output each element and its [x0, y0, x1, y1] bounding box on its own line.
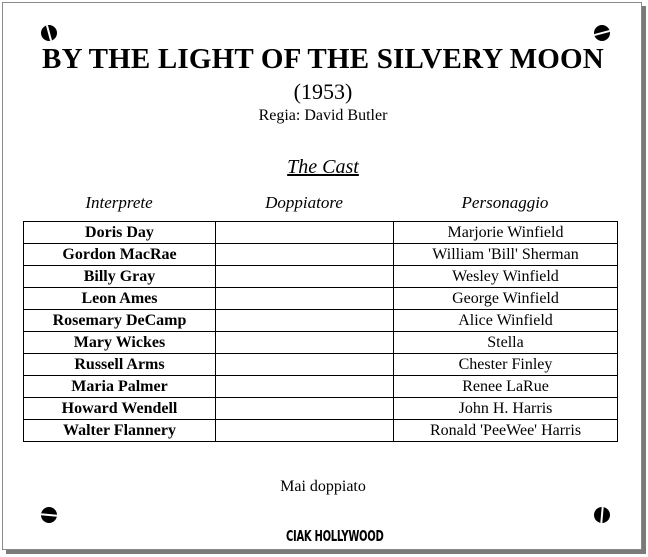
- actor-cell: Billy Gray: [24, 266, 216, 288]
- cast-heading: The Cast: [287, 156, 359, 178]
- character-cell: Wesley Winfield: [394, 266, 618, 288]
- dubber-cell: [216, 310, 394, 332]
- table-row: [24, 420, 618, 442]
- table-row: [24, 332, 618, 354]
- actor-cell: Walter Flannery: [24, 420, 216, 442]
- dubber-cell: [216, 266, 394, 288]
- dubber-cell: [216, 288, 394, 310]
- character-cell: Renee LaRue: [394, 376, 618, 398]
- dubber-cell: [216, 420, 394, 442]
- table-row: [24, 244, 618, 266]
- table-row: [24, 222, 618, 244]
- actor-cell: Leon Ames: [24, 288, 216, 310]
- character-cell: Chester Finley: [394, 354, 618, 376]
- actor-cell: Doris Day: [24, 222, 216, 244]
- ciak-hollywood-logo: CIAK HOLLYWOOD: [286, 529, 384, 546]
- actor-cell: Rosemary DeCamp: [24, 310, 216, 332]
- character-cell: Stella: [394, 332, 618, 354]
- cast-plaque: [2, 2, 642, 550]
- actor-cell: Russell Arms: [24, 354, 216, 376]
- dubber-cell: [216, 332, 394, 354]
- screw-icon: [594, 25, 610, 41]
- cast-table: [23, 221, 618, 442]
- actor-cell: Howard Wendell: [24, 398, 216, 420]
- dubber-cell: [216, 398, 394, 420]
- table-row: [24, 354, 618, 376]
- dubbing-note: Mai doppiato: [280, 478, 366, 495]
- screw-icon: [41, 507, 57, 523]
- character-cell: Alice Winfield: [394, 310, 618, 332]
- dubber-cell: [216, 354, 394, 376]
- character-cell: George Winfield: [394, 288, 618, 310]
- character-cell: Ronald 'PeeWee' Harris: [394, 420, 618, 442]
- column-header-personaggio: Personaggio: [461, 193, 549, 212]
- character-cell: John H. Harris: [394, 398, 618, 420]
- film-year: (1953): [293, 79, 353, 104]
- table-row: [24, 376, 618, 398]
- character-cell: Marjorie Winfield: [394, 222, 618, 244]
- screw-icon: [594, 507, 610, 523]
- actor-cell: Mary Wickes: [24, 332, 216, 354]
- column-header-doppiatore: Doppiatore: [265, 193, 343, 212]
- column-header-interprete: Interprete: [85, 193, 153, 212]
- table-row: [24, 288, 618, 310]
- director-name: David Butler: [304, 107, 388, 124]
- director-line: [3, 107, 643, 125]
- director-label: Regia:: [258, 107, 301, 124]
- dubber-cell: [216, 222, 394, 244]
- film-title: BY THE LIGHT OF THE SILVERY MOON: [42, 43, 604, 75]
- character-cell: William 'Bill' Sherman: [394, 244, 618, 266]
- actor-cell: Maria Palmer: [24, 376, 216, 398]
- table-row: [24, 310, 618, 332]
- table-row: [24, 266, 618, 288]
- dubber-cell: [216, 376, 394, 398]
- actor-cell: Gordon MacRae: [24, 244, 216, 266]
- table-row: [24, 398, 618, 420]
- dubber-cell: [216, 244, 394, 266]
- screw-icon: [41, 25, 57, 41]
